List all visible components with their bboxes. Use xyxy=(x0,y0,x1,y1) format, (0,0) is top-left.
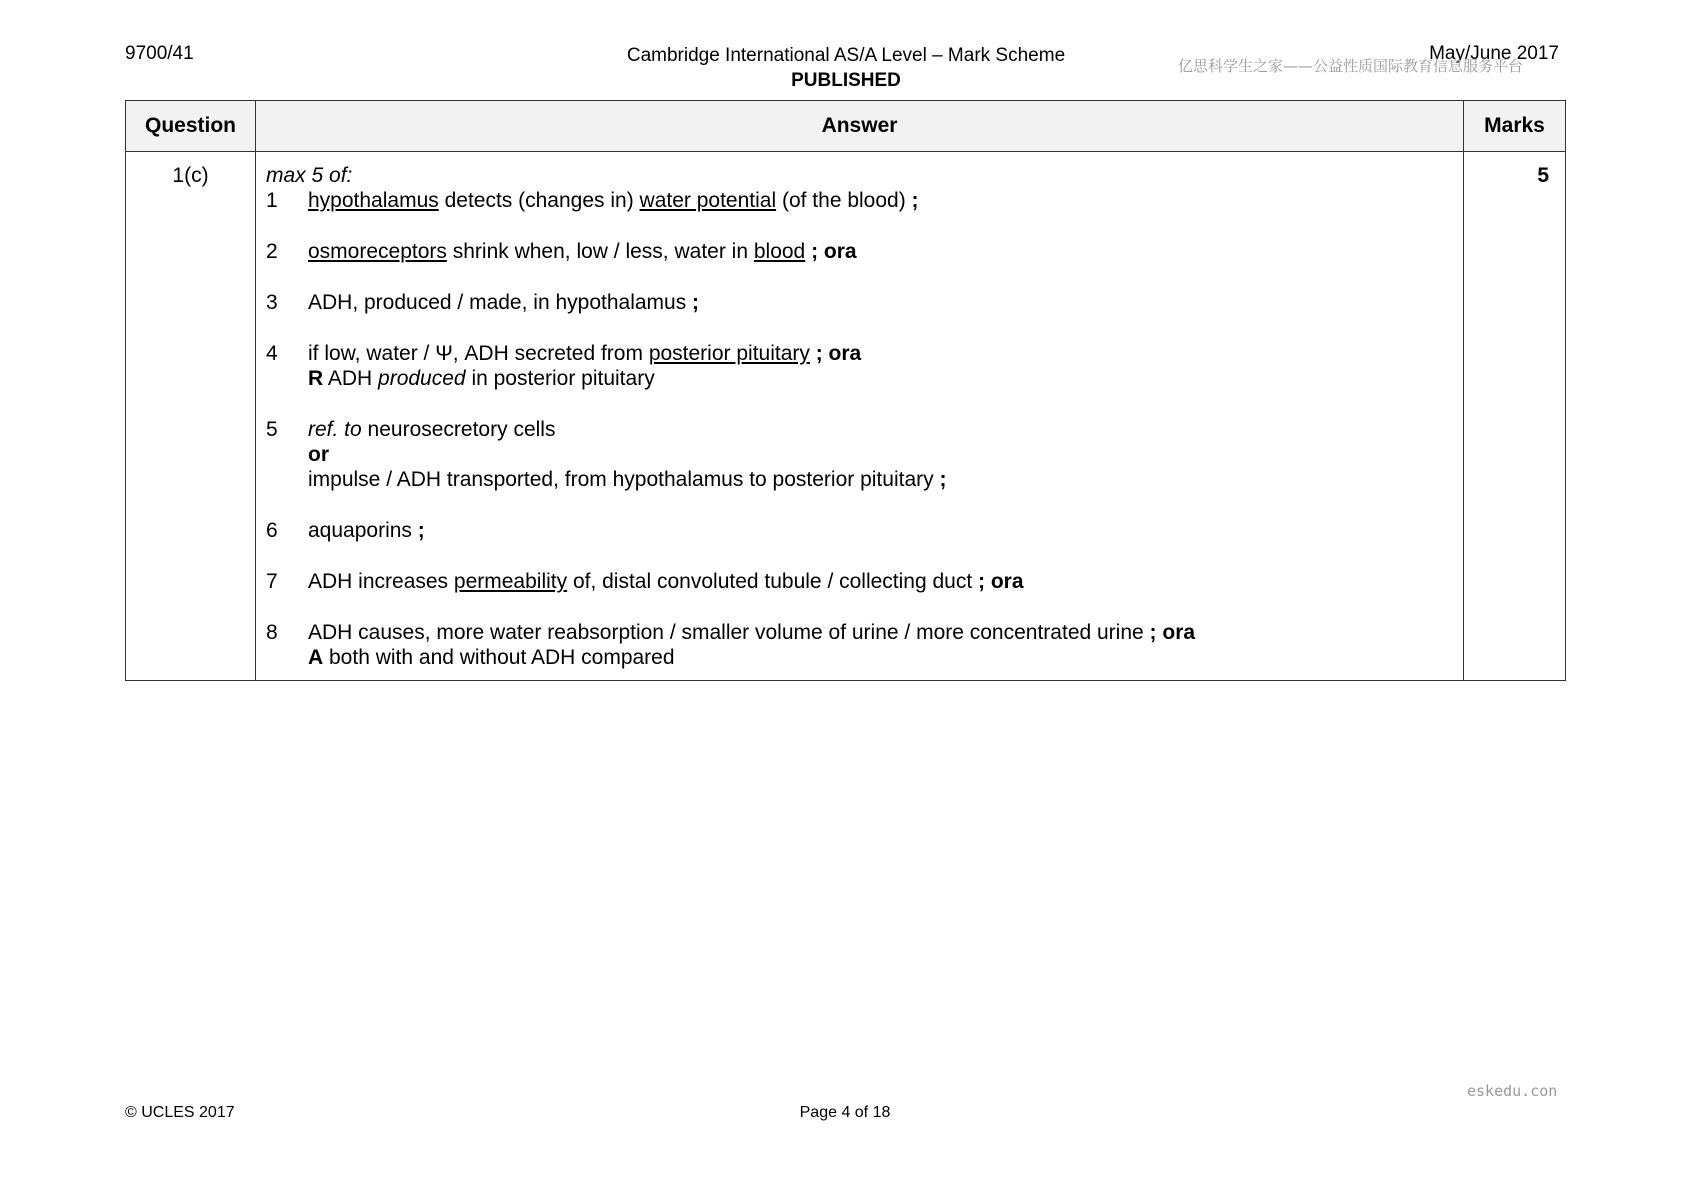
point-number: 8 xyxy=(266,621,278,644)
point-number: 2 xyxy=(266,240,278,263)
underlined-term: blood xyxy=(753,240,806,263)
text-run: ADH causes, more water reabsorption / smaller volume of urine / more concentrated urine xyxy=(308,621,1150,644)
text-run: ADH, produced / made, in hypothalamus xyxy=(308,291,693,314)
document-title xyxy=(540,43,1152,93)
underlined-term: permeability xyxy=(453,570,568,593)
underlined-term: water potential xyxy=(639,189,777,212)
watermark-bottom: eskedu.con xyxy=(1467,1082,1558,1100)
text-run: in posterior pituitary xyxy=(465,367,655,390)
text-run: of, distal convoluted tubule / collecting duct xyxy=(567,570,979,593)
text-run: ADH increases xyxy=(308,570,454,593)
answer-point-5 xyxy=(266,417,1453,492)
point-text xyxy=(308,239,1453,264)
point-text xyxy=(308,341,1453,391)
title-text: Cambridge International AS/A Level – Mark Scheme xyxy=(626,45,1066,66)
point-number: 5 xyxy=(266,418,278,441)
marks-value: 5 xyxy=(1464,152,1566,681)
text-run: shrink when, low / less, water in xyxy=(446,240,754,263)
text-run: neurosecretory cells xyxy=(361,418,556,441)
italic-term: ref. to xyxy=(308,418,362,441)
answer-intro: max 5 of: xyxy=(266,164,353,187)
point-text xyxy=(308,518,1453,543)
mark-separator: ; xyxy=(692,291,700,314)
accept-marker: A xyxy=(308,646,324,669)
text-run: aquaporins xyxy=(308,519,418,542)
mark-separator: ; ora xyxy=(809,342,862,365)
table-header-row xyxy=(126,101,1566,152)
published-label: PUBLISHED xyxy=(791,70,901,91)
mark-separator: ; xyxy=(911,189,919,212)
underlined-term: posterior pituitary xyxy=(648,342,810,365)
question-header: Question xyxy=(126,101,256,152)
answer-point-4 xyxy=(266,341,1453,391)
mark-separator: ; ora xyxy=(978,570,1024,593)
question-number: 1(c) xyxy=(126,152,256,681)
point-number: 6 xyxy=(266,519,278,542)
exam-session: May/June 2017 xyxy=(1429,43,1559,64)
mark-separator: ; ora xyxy=(805,240,857,263)
point-text xyxy=(308,290,1453,315)
answer-point-1 xyxy=(266,188,1453,213)
point-number: 4 xyxy=(266,342,278,365)
table-row xyxy=(126,152,1566,681)
point-text xyxy=(308,417,1453,492)
answer-point-6 xyxy=(266,518,1453,543)
copyright: © UCLES 2017 xyxy=(125,1104,235,1121)
answer-point-7 xyxy=(266,569,1453,594)
page-number: Page 4 of 18 xyxy=(799,1104,891,1121)
text-run: ADH xyxy=(323,367,379,390)
text-run: (of the blood) xyxy=(776,189,912,212)
paper-code: 9700/41 xyxy=(125,43,194,64)
text-run: both with and without ADH compared xyxy=(323,646,675,669)
point-text xyxy=(308,569,1453,594)
answer-header: Answer xyxy=(256,101,1464,152)
underlined-term: osmoreceptors xyxy=(308,240,447,263)
point-text xyxy=(308,620,1453,670)
mark-scheme-table xyxy=(125,100,1566,681)
italic-term: produced xyxy=(378,367,466,390)
marks-header: Marks xyxy=(1464,101,1566,152)
underlined-term: hypothalamus xyxy=(308,189,439,212)
text-run: detects (changes in) xyxy=(438,189,640,212)
point-text xyxy=(308,188,1453,213)
mark-separator: ; xyxy=(939,468,947,491)
answer-point-2 xyxy=(266,239,1453,264)
point-number: 7 xyxy=(266,570,278,593)
point-number: 3 xyxy=(266,291,278,314)
answer-point-3 xyxy=(266,290,1453,315)
reject-marker: R xyxy=(308,367,324,390)
answer-cell xyxy=(256,152,1464,681)
mark-separator: ; ora xyxy=(1149,621,1196,644)
text-run: if low, water / Ψ, ADH secreted from xyxy=(308,342,649,365)
or-marker: or xyxy=(308,443,329,466)
mark-separator: ; xyxy=(417,519,425,542)
answer-point-8 xyxy=(266,620,1453,670)
point-number: 1 xyxy=(266,189,278,212)
watermark-top: 亿思科学生之家——公益性质国际教育信息服务平台 xyxy=(1178,57,1524,75)
text-run: impulse / ADH transported, from hypothalamus to posterior pituitary xyxy=(308,468,940,491)
